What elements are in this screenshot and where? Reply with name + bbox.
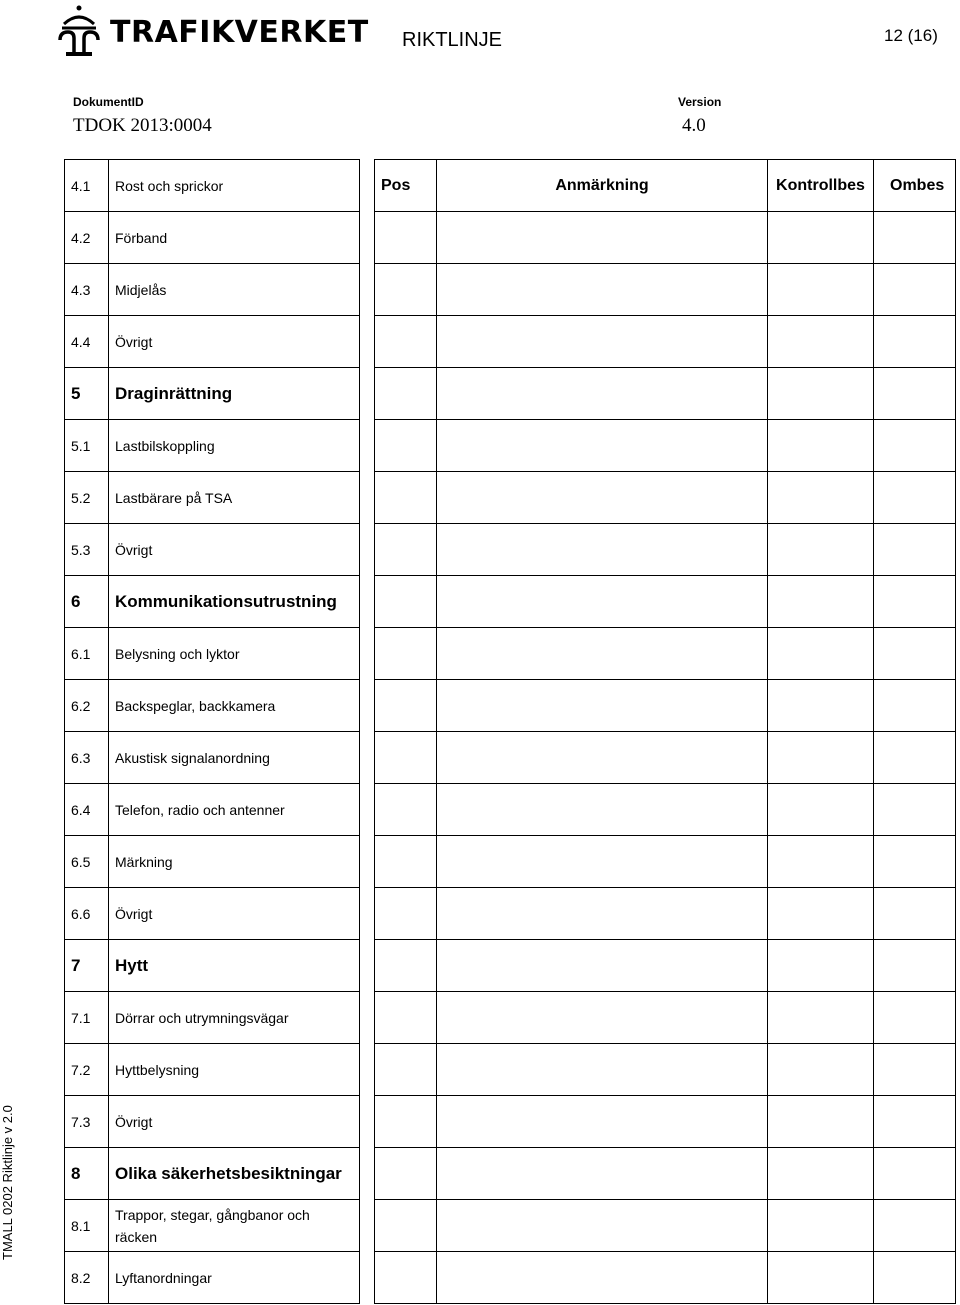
item-number: 6.3 <box>65 732 109 784</box>
pos-cell[interactable] <box>375 420 437 472</box>
remark-row <box>375 1096 956 1148</box>
ombes-cell[interactable] <box>874 1252 956 1304</box>
table-row <box>65 732 360 784</box>
pos-cell[interactable] <box>375 524 437 576</box>
control-cell[interactable] <box>768 1252 874 1304</box>
crown-icon <box>56 4 102 60</box>
remark-cell[interactable] <box>437 1096 768 1148</box>
remark-row <box>375 732 956 784</box>
control-cell[interactable] <box>768 784 874 836</box>
item-title: Akustisk signalanordning <box>109 732 360 784</box>
page-number: 12 (16) <box>884 26 938 45</box>
pos-cell[interactable] <box>375 1044 437 1096</box>
remark-row <box>375 368 956 420</box>
item-number: 4.4 <box>65 316 109 368</box>
control-cell[interactable] <box>768 836 874 888</box>
column-header-remark: Anmärkning <box>437 160 768 212</box>
remark-row <box>375 1148 956 1200</box>
pos-cell[interactable] <box>375 888 437 940</box>
item-title: Övrigt <box>109 888 360 940</box>
ombes-cell[interactable] <box>874 1148 956 1200</box>
pos-cell[interactable] <box>375 212 437 264</box>
remark-cell[interactable] <box>437 680 768 732</box>
remark-cell[interactable] <box>437 316 768 368</box>
control-cell[interactable] <box>768 628 874 680</box>
remark-cell[interactable] <box>437 992 768 1044</box>
table-row <box>65 1200 360 1252</box>
pos-cell[interactable] <box>375 992 437 1044</box>
pos-cell[interactable] <box>375 1096 437 1148</box>
remark-row <box>375 420 956 472</box>
remark-cell[interactable] <box>437 264 768 316</box>
pos-cell[interactable] <box>375 1200 437 1252</box>
remark-cell[interactable] <box>437 212 768 264</box>
ombes-cell[interactable] <box>874 472 956 524</box>
item-title: Rost och sprickor <box>109 160 360 212</box>
ombes-cell[interactable] <box>874 628 956 680</box>
item-title: Lastbilskoppling <box>109 420 360 472</box>
control-cell[interactable] <box>768 576 874 628</box>
item-number: 7 <box>65 940 109 992</box>
remark-cell[interactable] <box>437 940 768 992</box>
table-row <box>65 888 360 940</box>
remark-row <box>375 576 956 628</box>
table-row <box>65 628 360 680</box>
item-number: 4.3 <box>65 264 109 316</box>
remark-row <box>375 1044 956 1096</box>
ombes-cell[interactable] <box>874 680 956 732</box>
remark-row <box>375 628 956 680</box>
item-number: 4.1 <box>65 160 109 212</box>
item-title: Lyftanordningar <box>109 1252 360 1304</box>
table-row <box>65 1252 360 1304</box>
table-row <box>65 992 360 1044</box>
item-number: 7.2 <box>65 1044 109 1096</box>
remark-cell[interactable] <box>437 1252 768 1304</box>
remark-cell[interactable] <box>437 628 768 680</box>
remark-cell[interactable] <box>437 888 768 940</box>
ombes-cell[interactable] <box>874 836 956 888</box>
pos-cell[interactable] <box>375 836 437 888</box>
control-cell[interactable] <box>768 1200 874 1252</box>
checklist-items-table <box>64 159 360 1304</box>
ombes-cell[interactable] <box>874 576 956 628</box>
table-row <box>65 1044 360 1096</box>
ombes-cell[interactable] <box>874 212 956 264</box>
control-cell[interactable] <box>768 316 874 368</box>
column-header-ombes: Ombes <box>874 160 956 212</box>
control-cell[interactable] <box>768 888 874 940</box>
remark-row <box>375 472 956 524</box>
ombes-cell[interactable] <box>874 420 956 472</box>
control-cell[interactable] <box>768 524 874 576</box>
remark-row <box>375 784 956 836</box>
remark-cell[interactable] <box>437 732 768 784</box>
remark-row <box>375 992 956 1044</box>
item-number: 4.2 <box>65 212 109 264</box>
item-title: Backspeglar, backkamera <box>109 680 360 732</box>
logo-text: TRAFIKVERKET <box>110 14 369 50</box>
ombes-cell[interactable] <box>874 264 956 316</box>
ombes-cell[interactable] <box>874 784 956 836</box>
item-title: Lastbärare på TSA <box>109 472 360 524</box>
ombes-cell[interactable] <box>874 524 956 576</box>
item-title: Belysning och lyktor <box>109 628 360 680</box>
item-number: 6.2 <box>65 680 109 732</box>
item-title: Olika säkerhetsbesiktningar <box>109 1148 360 1200</box>
item-title: Hytt <box>109 940 360 992</box>
remark-cell[interactable] <box>437 368 768 420</box>
document-type: RIKTLINJE <box>402 29 503 51</box>
pos-cell[interactable] <box>375 264 437 316</box>
item-number: 6.4 <box>65 784 109 836</box>
version-value: 4.0 <box>682 115 706 136</box>
column-header-control: Kontrollbes <box>768 160 874 212</box>
item-title: Övrigt <box>109 1096 360 1148</box>
item-number: 6.1 <box>65 628 109 680</box>
table-row <box>65 576 360 628</box>
remark-cell[interactable] <box>437 836 768 888</box>
remark-row <box>375 888 956 940</box>
item-title: Märkning <box>109 836 360 888</box>
table-row <box>65 316 360 368</box>
item-number: 6 <box>65 576 109 628</box>
pos-cell[interactable] <box>375 368 437 420</box>
item-title: Hyttbelysning <box>109 1044 360 1096</box>
table-row <box>65 524 360 576</box>
ombes-cell[interactable] <box>874 368 956 420</box>
item-number: 5.3 <box>65 524 109 576</box>
table-row <box>65 784 360 836</box>
control-cell[interactable] <box>768 368 874 420</box>
table-row <box>65 836 360 888</box>
doc-id-value: TDOK 2013:0004 <box>73 115 212 136</box>
trafikverket-logo <box>56 4 369 60</box>
item-number: 5 <box>65 368 109 420</box>
control-cell[interactable] <box>768 212 874 264</box>
table-row <box>65 940 360 992</box>
item-title: Övrigt <box>109 524 360 576</box>
remark-row <box>375 212 956 264</box>
ombes-cell[interactable] <box>874 732 956 784</box>
item-title: Övrigt <box>109 316 360 368</box>
remark-cell[interactable] <box>437 1044 768 1096</box>
item-title: Midjelås <box>109 264 360 316</box>
ombes-cell[interactable] <box>874 316 956 368</box>
control-cell[interactable] <box>768 472 874 524</box>
control-cell[interactable] <box>768 1044 874 1096</box>
ombes-cell[interactable] <box>874 940 956 992</box>
column-header-pos: Pos <box>375 160 437 212</box>
pos-cell[interactable] <box>375 732 437 784</box>
item-title: Förband <box>109 212 360 264</box>
pos-cell[interactable] <box>375 940 437 992</box>
table-row <box>65 420 360 472</box>
item-number: 6.5 <box>65 836 109 888</box>
pos-cell[interactable] <box>375 576 437 628</box>
item-title: Dörrar och utrymningsvägar <box>109 992 360 1044</box>
item-number: 8 <box>65 1148 109 1200</box>
table-row <box>65 472 360 524</box>
remark-row <box>375 524 956 576</box>
ombes-cell[interactable] <box>874 1096 956 1148</box>
table-row <box>65 1096 360 1148</box>
control-cell[interactable] <box>768 732 874 784</box>
template-footer: TMALL 0202 Riktlinje v 2.0 <box>0 1105 15 1260</box>
doc-id-label: DokumentID <box>73 95 144 109</box>
item-number: 6.6 <box>65 888 109 940</box>
ombes-cell[interactable] <box>874 1044 956 1096</box>
remark-row <box>375 1200 956 1252</box>
table-row <box>65 680 360 732</box>
table-row <box>65 368 360 420</box>
control-cell[interactable] <box>768 264 874 316</box>
ombes-cell[interactable] <box>874 888 956 940</box>
table-row <box>65 212 360 264</box>
item-title: Trappor, stegar, gångbanor och räcken <box>109 1200 360 1252</box>
item-number: 5.1 <box>65 420 109 472</box>
item-number: 8.2 <box>65 1252 109 1304</box>
item-title: Draginrättning <box>109 368 360 420</box>
remark-cell[interactable] <box>437 1148 768 1200</box>
control-cell[interactable] <box>768 992 874 1044</box>
remarks-table <box>374 159 956 1304</box>
pos-cell[interactable] <box>375 628 437 680</box>
pos-cell[interactable] <box>375 316 437 368</box>
remark-row <box>375 264 956 316</box>
item-number: 7.3 <box>65 1096 109 1148</box>
pos-cell[interactable] <box>375 1252 437 1304</box>
remark-row <box>375 836 956 888</box>
table-row <box>65 264 360 316</box>
remark-row <box>375 680 956 732</box>
pos-cell[interactable] <box>375 1148 437 1200</box>
control-cell[interactable] <box>768 940 874 992</box>
table-row <box>65 1148 360 1200</box>
control-cell[interactable] <box>768 1096 874 1148</box>
remark-cell[interactable] <box>437 576 768 628</box>
item-number: 7.1 <box>65 992 109 1044</box>
pos-cell[interactable] <box>375 472 437 524</box>
remark-cell[interactable] <box>437 472 768 524</box>
control-cell[interactable] <box>768 680 874 732</box>
ombes-cell[interactable] <box>874 1200 956 1252</box>
remark-cell[interactable] <box>437 524 768 576</box>
item-number: 5.2 <box>65 472 109 524</box>
item-title: Telefon, radio och antenner <box>109 784 360 836</box>
control-cell[interactable] <box>768 420 874 472</box>
control-cell[interactable] <box>768 1148 874 1200</box>
ombes-cell[interactable] <box>874 992 956 1044</box>
item-number: 8.1 <box>65 1200 109 1252</box>
version-label: Version <box>678 95 722 109</box>
remark-cell[interactable] <box>437 420 768 472</box>
pos-cell[interactable] <box>375 680 437 732</box>
remark-row <box>375 940 956 992</box>
table-row <box>65 160 360 212</box>
pos-cell[interactable] <box>375 784 437 836</box>
item-title: Kommunikationsutrustning <box>109 576 360 628</box>
remark-row <box>375 316 956 368</box>
remark-row <box>375 1252 956 1304</box>
remark-cell[interactable] <box>437 1200 768 1252</box>
remark-cell[interactable] <box>437 784 768 836</box>
